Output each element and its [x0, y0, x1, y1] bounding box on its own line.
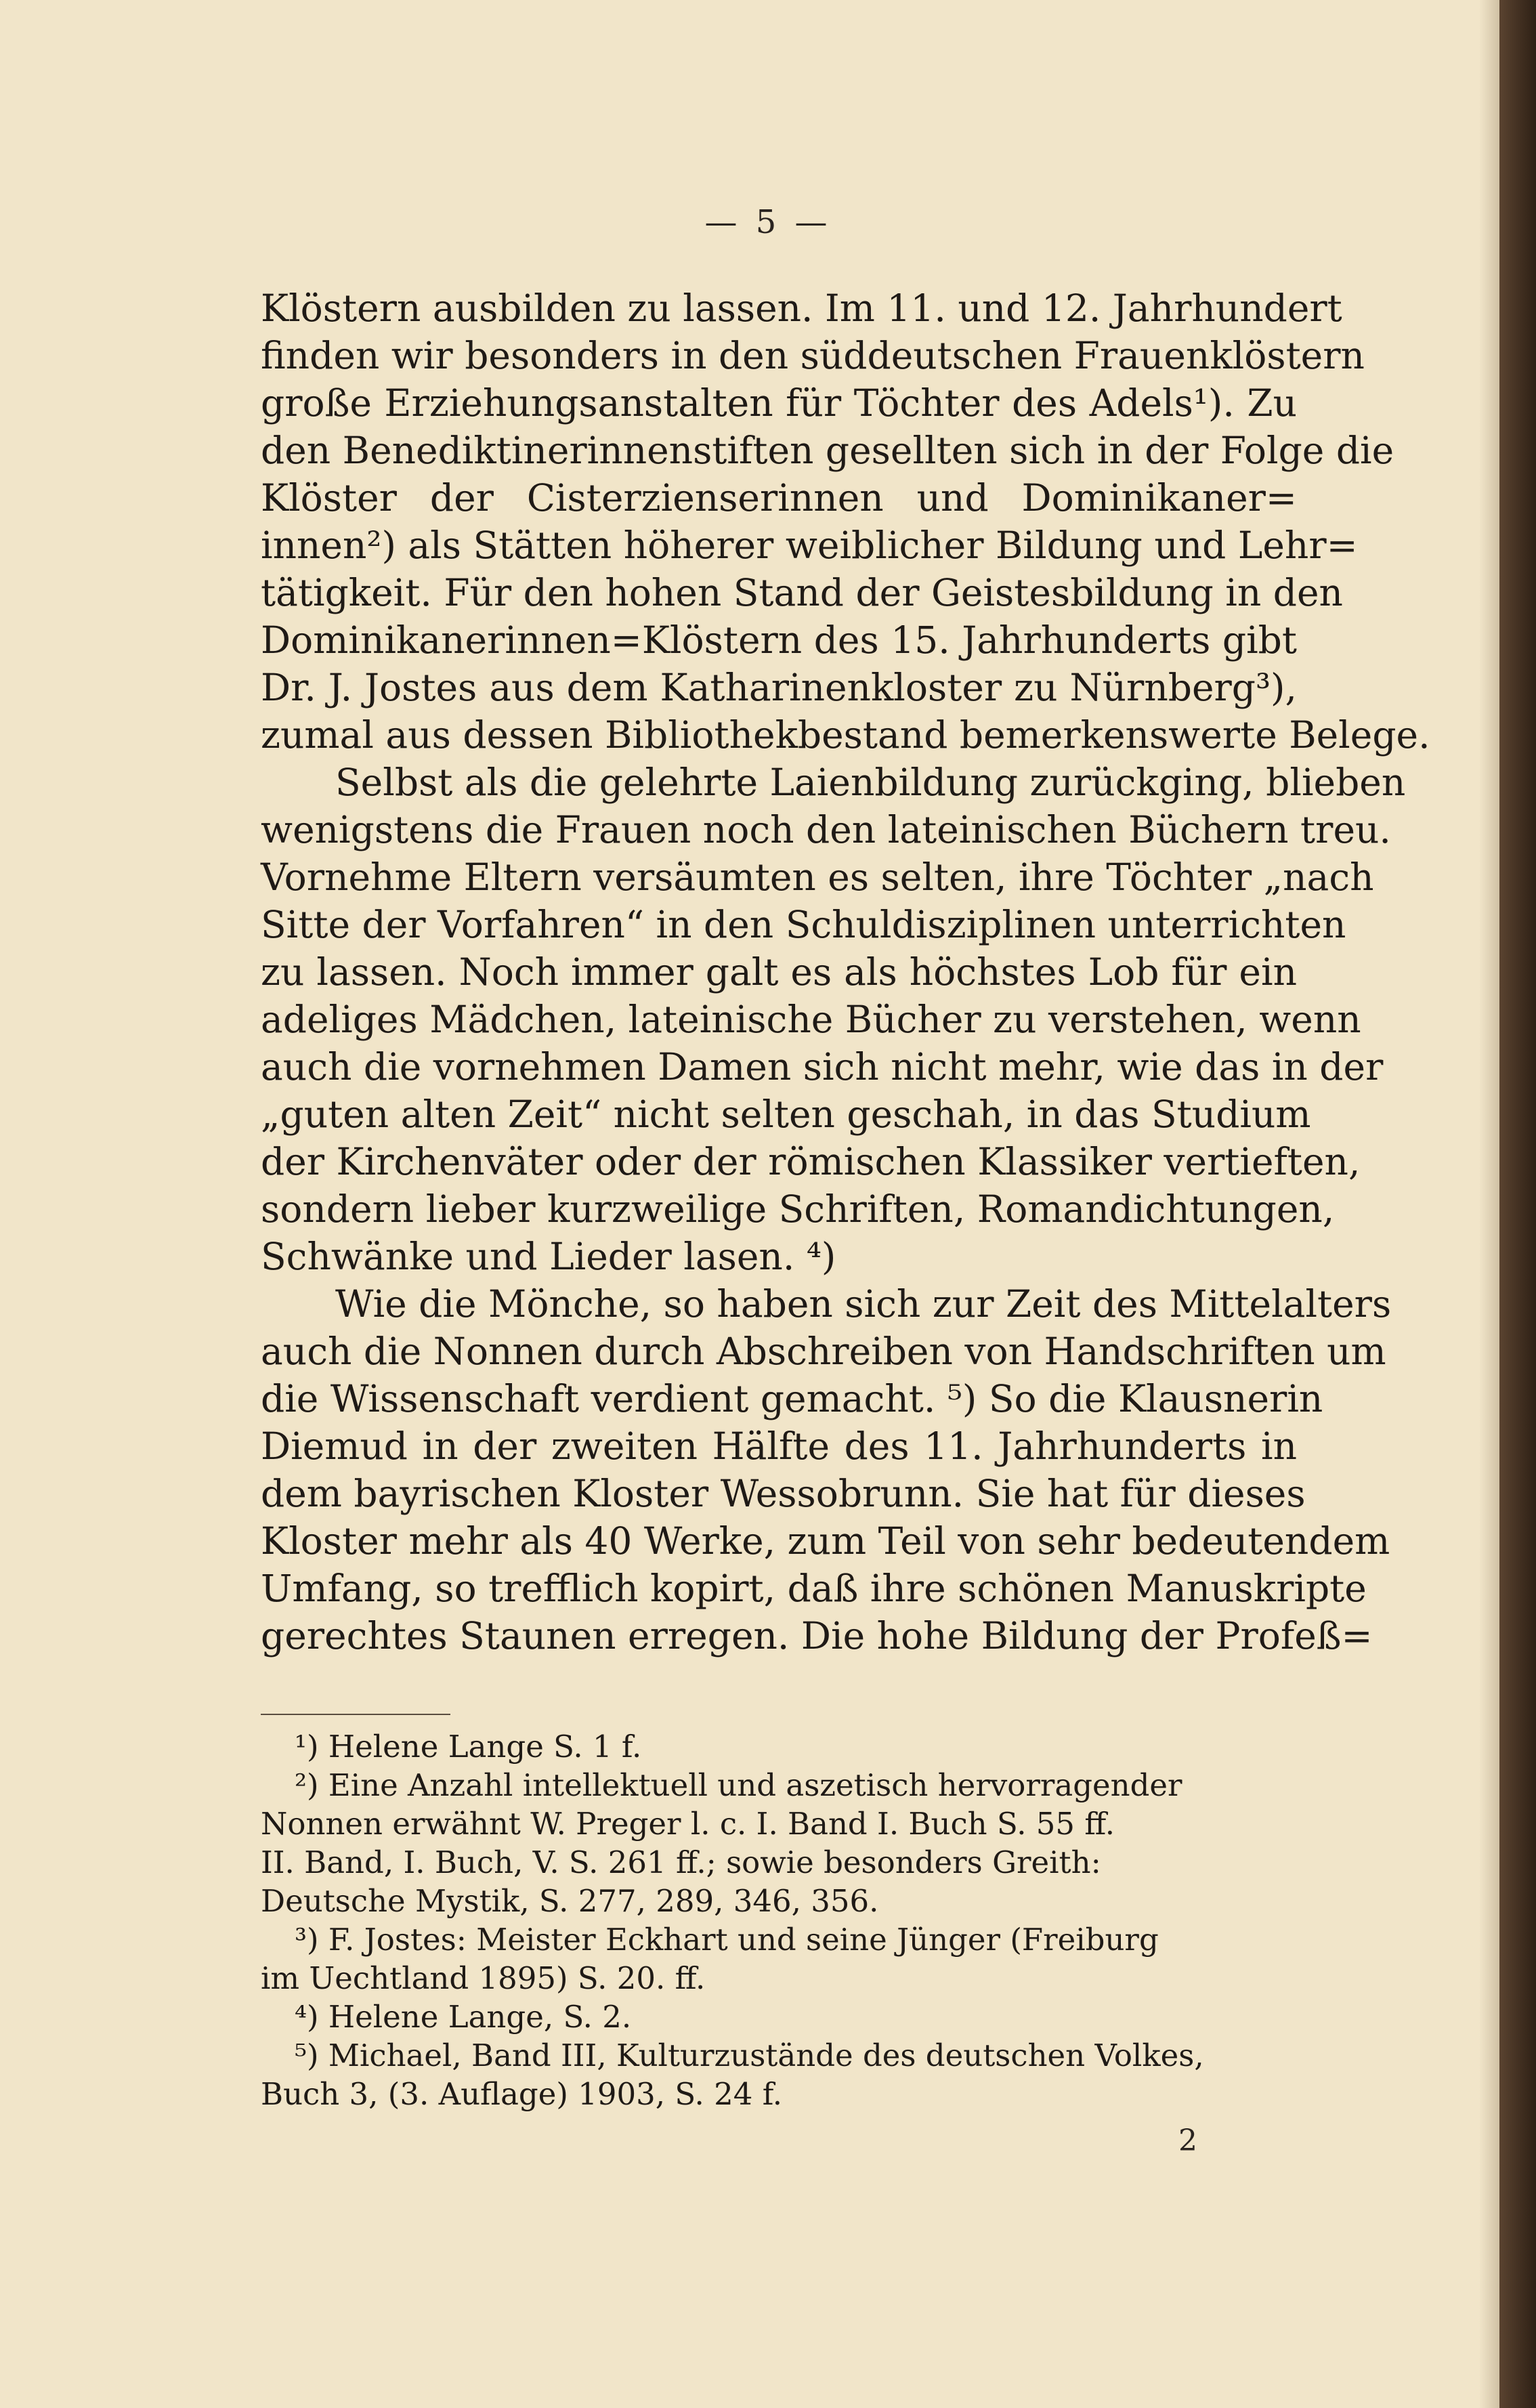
footnotes — [261, 1727, 1277, 2113]
text-line: den Benediktinerinnenstiften gesellten sich in der Folge die — [261, 429, 1394, 472]
text-line: adeliges Mädchen, lateinische Bücher zu verstehen, wenn — [261, 998, 1361, 1041]
footnote-line: im Uechtland 1895) S. 20. ff. — [261, 1960, 706, 1996]
text-line: finden wir besonders in den süddeutschen Frauenklöstern — [261, 334, 1365, 377]
text-line: Selbst als die gelehrte Laienbildung zurückging, blieben — [335, 761, 1406, 804]
text-line: tätigkeit. Für den hohen Stand der Geistesbildung in den — [261, 571, 1343, 614]
footnote-line: ¹) Helene Lange S. 1 f. — [295, 1729, 642, 1765]
text-line: Klöster der Cisterzienserinnen und Dominikaner= — [261, 476, 1297, 520]
text-line: gerechtes Staunen erregen. Die hohe Bildung der Profeß= — [261, 1614, 1373, 1657]
text-line: Dominikanerinnen=Klöstern des 15. Jahrhunderts gibt — [261, 618, 1297, 662]
footnote-line: ⁴) Helene Lange, S. 2. — [295, 1999, 632, 2035]
text-line: sondern lieber kurzweilige Schriften, Romandichtungen, — [261, 1187, 1335, 1231]
text-line: wenigstens die Frauen noch den lateinischen Büchern treu. — [261, 808, 1391, 851]
text-line: innen²) als Stätten höherer weiblicher Bildung und Lehr= — [261, 524, 1358, 567]
text-line: auch die Nonnen durch Abschreiben von Handschriften um — [261, 1330, 1386, 1373]
footnote-line: II. Band, I. Buch, V. S. 261 ff.; sowie besonders Greith: — [261, 1844, 1101, 1880]
footnote-line: Buch 3, (3. Auflage) 1903, S. 24 f. — [261, 2076, 783, 2112]
text-line: dem bayrischen Kloster Wessobrunn. Sie hat für dieses — [261, 1472, 1306, 1515]
text-line: Diemud in der zweiten Hälfte des 11. Jahrhunderts in — [261, 1424, 1297, 1468]
text-line: Sitte der Vorfahren“ in den Schuldisziplinen unterrichten — [261, 903, 1346, 946]
text-line: Dr. J. Jostes aus dem Katharinenkloster zu Nürnberg³), — [261, 666, 1297, 709]
page-number: — 5 — — [704, 203, 832, 241]
text-line: Vornehme Eltern versäumten es selten, ihre Töchter „nach — [261, 856, 1374, 899]
footnote-line: Nonnen erwähnt W. Preger l. c. I. Band I. Buch S. 55 ff. — [261, 1806, 1115, 1842]
page-edge — [1499, 0, 1536, 2408]
footnote-line: Deutsche Mystik, S. 277, 289, 346, 356. — [261, 1883, 879, 1919]
footnote-line: ³) F. Jostes: Meister Eckhart und seine Jünger (Freiburg — [295, 1922, 1159, 1958]
footnote-separator — [261, 1714, 450, 1715]
text-line: auch die vornehmen Damen sich nicht mehr, wie das in der — [261, 1045, 1384, 1089]
text-line: Schwänke und Lieder lasen. ⁴) — [261, 1235, 836, 1278]
footnote-line: ²) Eine Anzahl intellektuell und aszetisch hervorragender — [295, 1767, 1182, 1803]
text-line: die Wissenschaft verdient gemacht. ⁵) So die Klausnerin — [261, 1377, 1323, 1420]
signature-mark: 2 — [1178, 2124, 1197, 2158]
footnote-line: ⁵) Michael, Band III, Kulturzustände des deutschen Volkes, — [295, 2037, 1204, 2073]
text-line: Kloster mehr als 40 Werke, zum Teil von sehr bedeutendem — [261, 1519, 1390, 1563]
main-text — [261, 284, 1430, 1660]
text-line: zu lassen. Noch immer galt es als höchstes Lob für ein — [261, 950, 1297, 994]
gutter-shadow — [1479, 0, 1499, 2408]
text-line: Umfang, so trefflich kopirt, daß ihre schönen Manuskripte — [261, 1567, 1367, 1610]
text-line: Wie die Mönche, so haben sich zur Zeit des Mittelalters — [335, 1282, 1392, 1326]
text-line: große Erziehungsanstalten für Töchter des Adels¹). Zu — [261, 381, 1297, 425]
text-line: zumal aus dessen Bibliothekbestand bemerkenswerte Belege. — [261, 713, 1430, 757]
text-line: Klöstern ausbilden zu lassen. Im 11. und 12. Jahrhundert — [261, 287, 1342, 330]
text-line: der Kirchenväter oder der römischen Klassiker vertieften, — [261, 1140, 1361, 1183]
text-line: „guten alten Zeit“ nicht selten geschah, in das Studium — [261, 1093, 1311, 1136]
